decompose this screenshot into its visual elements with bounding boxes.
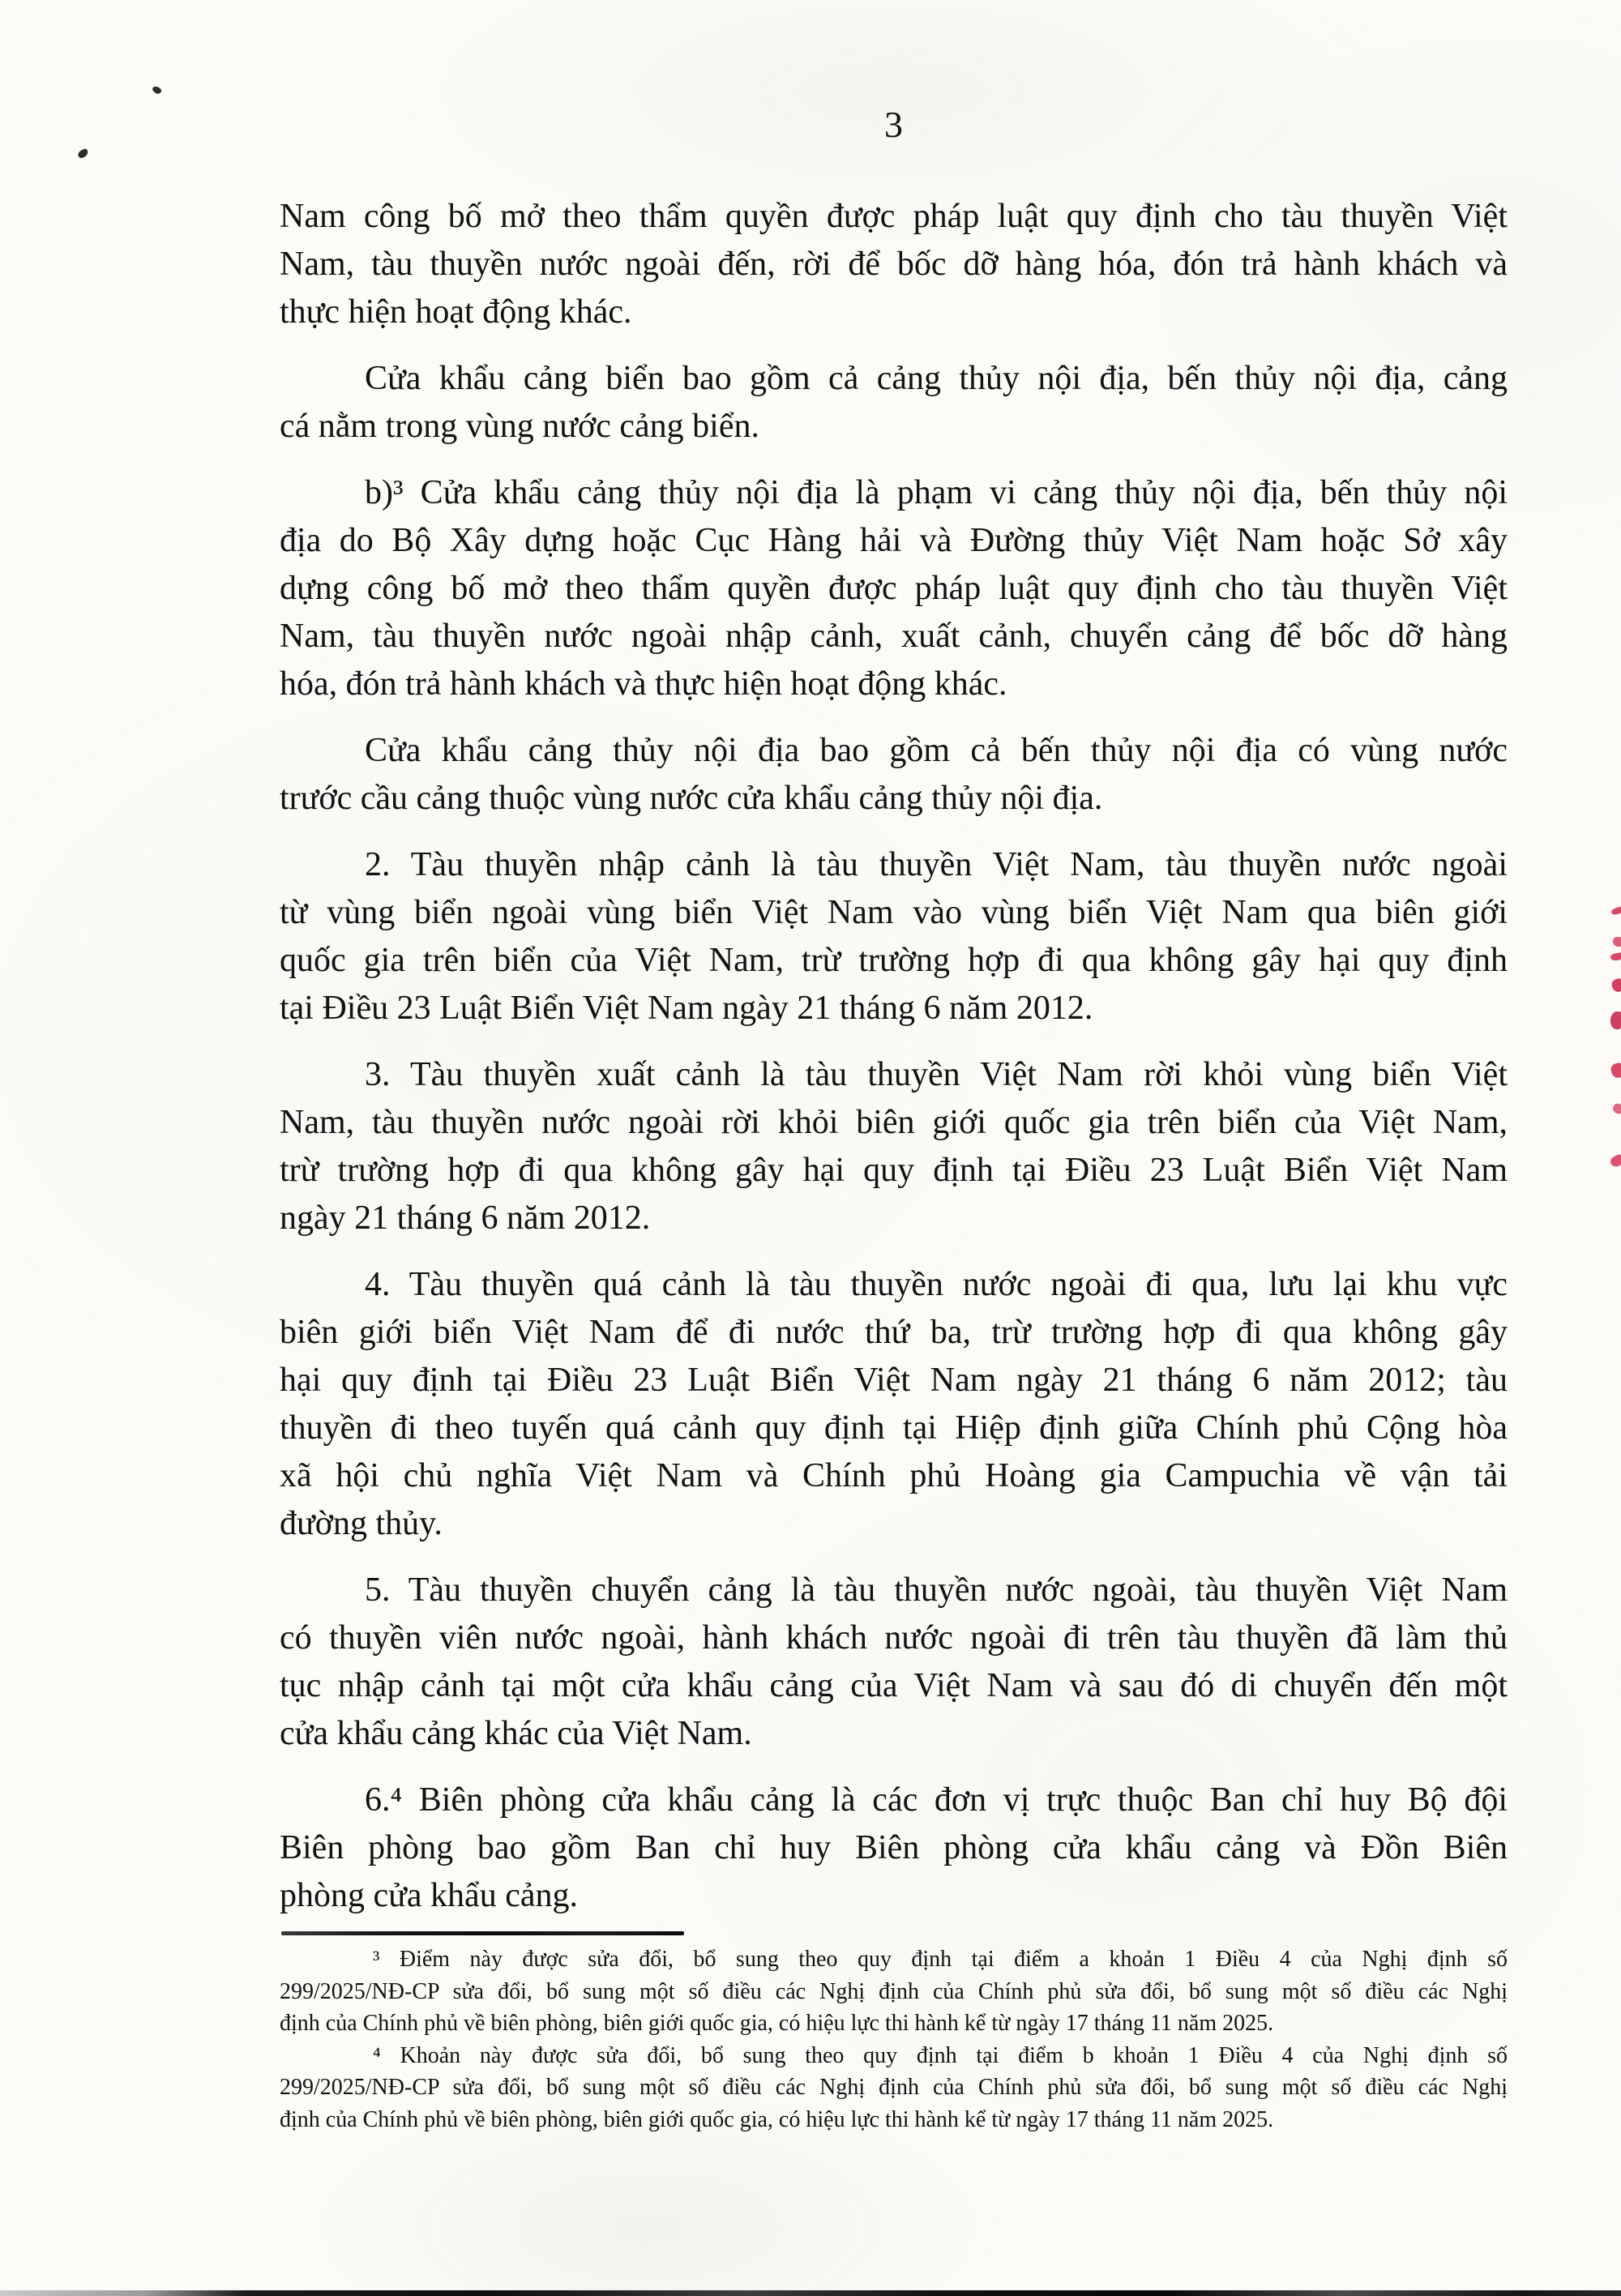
text-line: Nam, tàu thuyền nước ngoài rời khỏi biên giới quốc gia trên biển của Việt Nam,	[280, 1104, 1508, 1141]
text-line: địa do Bộ Xây dựng hoặc Cục Hàng hải và Đường thủy Việt Nam hoặc Sở xây	[280, 522, 1508, 559]
page-number: 3	[884, 104, 903, 145]
text-line: thuyền đi theo tuyến quá cảnh quy định tại Hiệp định giữa Chính phủ Cộng hòa	[280, 1409, 1508, 1447]
scan-speck	[152, 84, 163, 95]
margin-red-marks	[1605, 891, 1621, 1199]
paragraph	[280, 193, 1508, 336]
red-ink-mark	[1610, 1062, 1621, 1079]
text-line: dựng công bố mở theo thẩm quyền được pháp luật quy định cho tàu thuyền Việt	[280, 570, 1508, 607]
text-line: trước cầu cảng thuộc vùng nước cửa khẩu cảng thủy nội địa.	[280, 780, 1103, 817]
text-line: biên giới biển Việt Nam để đi nước thứ ba, trừ trường hợp đi qua không gây	[280, 1314, 1508, 1351]
paragraph	[280, 727, 1508, 823]
text-line: hóa, đón trả hành khách và thực hiện hoạt động khác.	[280, 665, 1007, 703]
text-line: cá nằm trong vùng nước cảng biển.	[280, 408, 759, 445]
text-line: 299/2025/NĐ-CP sửa đổi, bổ sung một số điều các Nghị định của Chính phủ sửa đổi, bổ sung một số điều các Nghị	[280, 2075, 1508, 2100]
text-line: ⁴ Khoản này được sửa đổi, bổ sung theo quy định tại điểm b khoản 1 Điều 4 của Nghị định số	[373, 2042, 1508, 2068]
footnote-separator	[281, 1931, 684, 1935]
footnotes	[280, 1943, 1508, 2136]
text-line: Cửa khẩu cảng biển bao gồm cả cảng thủy nội địa, bến thủy nội địa, cảng	[365, 360, 1508, 397]
red-ink-mark	[1610, 1011, 1621, 1030]
text-line: trừ trường hợp đi qua không gây hại quy định tại Điều 23 Luật Biển Việt Nam	[280, 1152, 1508, 1189]
text-line: 4. Tàu thuyền quá cảnh là tàu thuyền nước ngoài đi qua, lưu lại khu vực	[365, 1266, 1508, 1303]
text-line: Nam, tàu thuyền nước ngoài nhập cảnh, xuất cảnh, chuyển cảng để bốc dỡ hàng	[280, 618, 1508, 655]
red-ink-mark	[1612, 936, 1621, 947]
text-line: tục nhập cảnh tại một cửa khẩu cảng của Việt Nam và sau đó di chuyển đến một	[280, 1667, 1508, 1704]
paragraph	[280, 355, 1508, 451]
text-line: thực hiện hoạt động khác.	[280, 293, 632, 331]
red-ink-mark	[1611, 1102, 1621, 1115]
paragraph	[280, 841, 1508, 1033]
red-ink-mark	[1610, 977, 1621, 994]
scan-speck	[77, 148, 90, 159]
text-line: ³ Điểm này được sửa đổi, bổ sung theo quy định tại điểm a khoản 1 Điều 4 của Nghị định số	[373, 1947, 1508, 1972]
text-line: hại quy định tại Điều 23 Luật Biển Việt Nam ngày 21 tháng 6 năm 2012; tàu	[280, 1362, 1508, 1399]
text-line: 6.⁴ Biên phòng cửa khẩu cảng là các đơn vị trực thuộc Ban chỉ huy Bộ đội	[365, 1781, 1508, 1819]
red-ink-mark	[1609, 1153, 1621, 1169]
text-line: quốc gia trên biển của Việt Nam, trừ trường hợp đi qua không gây hại quy định	[280, 942, 1508, 979]
text-line: Nam, tàu thuyền nước ngoài đến, rời để bốc dỡ hàng hóa, đón trả hành khách và	[280, 246, 1508, 283]
footnote	[280, 2040, 1508, 2136]
text-line: định của Chính phủ về biên phòng, biên giới quốc gia, có hiệu lực thi hành kể từ ngày 17 tháng 11 năm 2025.	[280, 2011, 1274, 2036]
red-ink-mark	[1610, 906, 1621, 916]
paragraph	[280, 1567, 1508, 1758]
paragraph	[280, 1261, 1508, 1548]
text-line: cửa khẩu cảng khác của Việt Nam.	[280, 1715, 752, 1752]
text-line: 5. Tàu thuyền chuyển cảng là tàu thuyền nước ngoài, tàu thuyền Việt Nam	[365, 1571, 1508, 1609]
footnote	[280, 1943, 1508, 2040]
red-ink-mark	[1610, 952, 1621, 962]
paragraph	[280, 469, 1508, 708]
document-body	[280, 193, 1508, 1920]
text-line: 3. Tàu thuyền xuất cảnh là tàu thuyền Việt Nam rời khỏi vùng biển Việt	[365, 1056, 1508, 1093]
text-line: đường thủy.	[280, 1505, 443, 1542]
text-line: 299/2025/NĐ-CP sửa đổi, bổ sung một số điều các Nghị định của Chính phủ sửa đổi, bổ sung một số điều các Nghị	[280, 1978, 1508, 2004]
text-line: Nam công bố mở theo thẩm quyền được pháp luật quy định cho tàu thuyền Việt	[280, 198, 1508, 235]
text-line: xã hội chủ nghĩa Việt Nam và Chính phủ Hoàng gia Campuchia về vận tải	[280, 1457, 1508, 1494]
text-line: Cửa khẩu cảng thủy nội địa bao gồm cả bến thủy nội địa có vùng nước	[365, 732, 1508, 769]
paragraph	[280, 1777, 1508, 1920]
text-line: b)³ Cửa khẩu cảng thủy nội địa là phạm vi cảng thủy nội địa, bến thủy nội	[365, 474, 1508, 511]
text-line: phòng cửa khẩu cảng.	[280, 1877, 578, 1914]
text-line: ngày 21 tháng 6 năm 2012.	[280, 1199, 651, 1237]
text-line: từ vùng biển ngoài vùng biển Việt Nam vào vùng biển Việt Nam qua biên giới	[280, 894, 1508, 931]
text-line: có thuyền viên nước ngoài, hành khách nước ngoài đi trên tàu thuyền đã làm thủ	[280, 1619, 1508, 1657]
text-line: Biên phòng bao gồm Ban chỉ huy Biên phòng cửa khẩu cảng và Đồn Biên	[280, 1829, 1508, 1866]
text-line: 2. Tàu thuyền nhập cảnh là tàu thuyền Việt Nam, tàu thuyền nước ngoài	[365, 846, 1508, 883]
paragraph	[280, 1051, 1508, 1242]
text-line: định của Chính phủ về biên phòng, biên giới quốc gia, có hiệu lực thi hành kể từ ngày 17 tháng 11 năm 2025.	[280, 2106, 1274, 2132]
scan-bottom-edge	[0, 2290, 1621, 2296]
text-line: tại Điều 23 Luật Biển Việt Nam ngày 21 tháng 6 năm 2012.	[280, 990, 1093, 1027]
